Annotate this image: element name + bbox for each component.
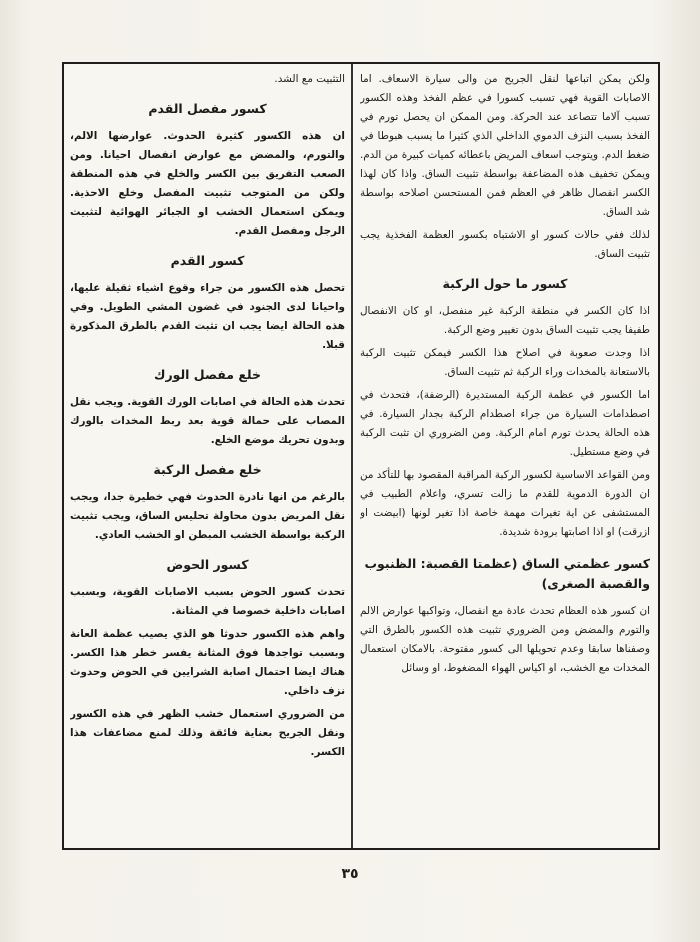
paragraph: من الضروري استعمال خشب الظهر في هذه الكسور ونقل الجريح بعناية فائقة وذلك لمنع مضاعفات هذا الكسر. <box>70 708 345 758</box>
page-number: ٣٥ <box>341 866 359 882</box>
column-divider <box>351 64 353 848</box>
right-column <box>360 70 650 844</box>
paragraph: ان كسور هذه العظام تحدث عادة مع انفصال، وتواكبها عوارض الالم والتورم والمضض ومن الضروري تثبيت هذه الكسور بالطرق التي وصفناها سابقا وعدم تحويلها الى كسور مفتوحة. بالامكان استعمال المخدات مع الخشب، او اكياس الهواء المضغوط، او وسائل <box>360 605 650 674</box>
paragraph: اما الكسور في عظمة الركبة المستديرة (الرضفة)، فتحدث في اصطدامات السيارة من جراء اصطدام الركبة بجدار السيارة. في هذه الحالة يحدث تورم امام الركبة. ومن الضروري ان تثبت الركبة في وضع مستطيل. <box>360 389 650 458</box>
section-heading-foot-fractures: كسور القدم <box>170 253 245 268</box>
section-heading-knee-dislocation: خلع مفصل الركبة <box>153 462 262 477</box>
paragraph: لذلك ففي حالات كسور او الاشتباه بكسور العظمة الفخذية يجب تثبيت الساق. <box>360 229 650 260</box>
paragraph: اذا كان الكسر في منطقة الركبة غير منفصل، او كان الانفصال طفيفا يجب تثبيت الساق بدون تغيير وضع الركبة. <box>360 305 650 336</box>
paragraph: ان هذه الكسور كثيرة الحدوث. عوارضها الالم، والتورم، والمضض مع عوارض انفصال احيانا. ومن الصعب التفريق بين الكسر والخلع في هذه المنطقة ولكن من المتوجب تثبيت المفصل وخلع الاحذية. ويمكن استعمال الخشب او الجبائر الهوائية لتثبيت الرجل ومفصل القدم. <box>70 130 345 237</box>
paragraph: تحصل هذه الكسور من جراء وقوع اشياء ثقيلة عليها، واحيانا لدى الجنود في غضون المشي الطويل. وفي هذه الحالة ايضا يجب ان تثبت القدم بالطرق المذكورة قبلا. <box>70 282 345 351</box>
paragraph: ومن القواعد الاساسية لكسور الركبة المراقبة المقصود بها للتأكد من ان الدورة الدموية للقدم ما زالت تسري، واعلام الطبيب في المستشفى عن اية تغيرات مهمة خاصة اذا تغير لونها (ابيضت او ازرقت) او اذا اصابتها برودة شديدة. <box>360 469 650 538</box>
section-heading-knee-fractures: كسور ما حول الركبة <box>442 276 568 291</box>
section-heading-pelvis-fractures: كسور الحوض <box>166 557 249 572</box>
section-heading-shin-fractures: كسور عظمتي الساق (عظمتا القصبة: الظنبوب والقصبة الصغرى) <box>364 556 650 591</box>
paragraph: تحدث كسور الحوض بسبب الاصابات القوية، وبسبب اصابات داخلية خصوصا في المثانة. <box>70 586 345 617</box>
left-column <box>70 70 345 844</box>
paragraph: واهم هذه الكسور حدوثا هو الذي يصيب عظمة العانة وبسبب تواجدها فوق المثانة يفسر خطر هذا الكسر. هناك ايضا احتمال اصابة الشرايين في الحوض وحدوث نزف داخلي. <box>70 628 345 697</box>
section-heading-hip-dislocation: خلع مفصل الورك <box>153 367 262 382</box>
paragraph: اذا وجدت صعوبة في اصلاح هذا الكسر فيمكن تثبيت الركبة بالاستعانة بالمخدات وراء الركبة ثم تثبيت الساق. <box>360 347 650 378</box>
paragraph: تحدث هذه الحالة في اصابات الورك القوية. ويجب نقل المصاب على حمالة قوية بعد ربط المخدات بالورك وبدون تحريك موضع الخلع. <box>70 396 345 446</box>
paragraph: ولكن يمكن اتباعها لنقل الجريح من والى سيارة الاسعاف. اما الاصابات القوية فهي تسبب كسورا في عظم الفخذ وهذه الكسور تسبب آلاما تتصاعد عند الحركة. ومن الممكن ان يحصل تورم في الفخذ بسبب النزف الدموي الداخلي الذي كثيرا ما يسبب هبوطا في ضغط الدم. ويتوجب اسعاف المريض باعطائه كميات كبيرة من الدم. ويمكن تخفيف هذه المضاعفة بواسطة تثبيت الساق. واذا كان لهذا الكسر انفصال ظاهر في العظم فمن المستحسن اصلاحه بواسطة شد الساق. <box>360 73 650 218</box>
paragraph: بالرغم من انها نادرة الحدوث فهي خطيرة جدا، ويجب نقل المريض بدون محاولة تحليس الساق، ويجب تثبيت الركبة بواسطة الخشب المبطن او الخشب العادي. <box>70 491 345 541</box>
continuation-line: التثبيت مع الشد. <box>274 73 345 85</box>
section-heading-ankle-fractures: كسور مفصل القدم <box>148 101 267 116</box>
